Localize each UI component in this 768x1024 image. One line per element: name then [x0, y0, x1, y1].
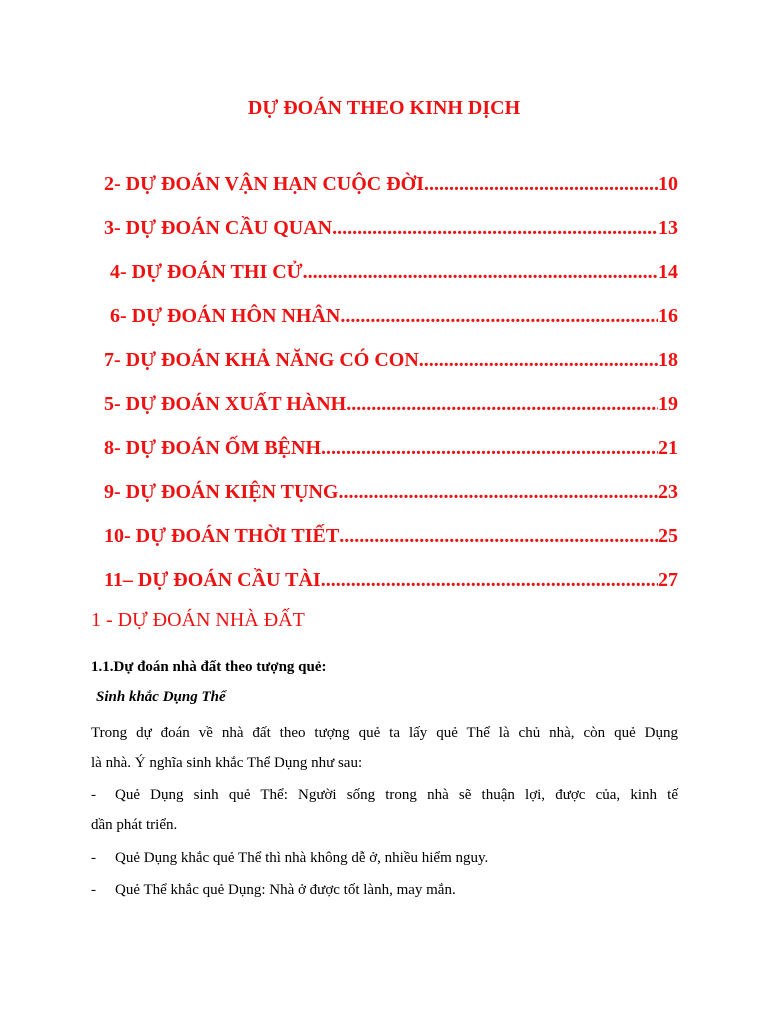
toc-entry-thi-cu[interactable]	[110, 258, 678, 286]
toc-entry-label: 5- DỰ ĐOÁN XUẤT HÀNH	[104, 393, 347, 415]
subsection-heading: 1.1.Dự đoán nhà đất theo tượng quẻ:	[91, 659, 327, 675]
toc-dot-leader	[424, 170, 658, 198]
toc-dot-leader	[332, 214, 658, 242]
toc-dot-leader	[340, 302, 658, 330]
document-title: DỰ ĐOÁN THEO KINH DỊCH	[247, 97, 521, 119]
toc-entry-page: 27	[658, 569, 678, 591]
toc-entry-hon-nhan[interactable]	[110, 302, 678, 330]
toc-entry-page: 14	[658, 261, 678, 283]
toc-entry-xuat-hanh[interactable]	[104, 390, 678, 418]
section-heading: 1 - DỰ ĐOÁN NHÀ ĐẤT	[91, 609, 305, 631]
toc-dot-leader	[338, 478, 658, 506]
toc-dot-leader	[321, 566, 658, 594]
toc-entry-thoi-tiet[interactable]	[104, 522, 678, 550]
toc-entry-cau-tai[interactable]	[104, 566, 678, 594]
toc-entry-om-benh[interactable]	[104, 434, 678, 462]
list-item	[91, 780, 678, 840]
toc-dot-leader	[346, 390, 658, 418]
bullet-mark: -	[91, 787, 96, 803]
bullet-mark: -	[91, 850, 96, 866]
list-item-text: Quẻ Dụng sinh quẻ Thể: Người sống trong nhà sẽ thuận lợi, được của, kinh tế	[115, 787, 678, 803]
intro-paragraph	[91, 718, 678, 778]
toc-entry-kien-tung[interactable]	[104, 478, 678, 506]
toc-entry-page: 19	[658, 393, 678, 415]
toc-entry-page: 10	[658, 173, 678, 195]
list-item-text: Quẻ Dụng khắc quẻ Thể thì nhà không dễ ở, nhiều hiểm nguy.	[115, 850, 489, 866]
toc-entry-page: 21	[658, 437, 678, 459]
toc-entry-label: 6- DỰ ĐOÁN HÔN NHÂN	[110, 305, 341, 327]
toc-dot-leader	[339, 522, 658, 550]
toc-entry-label: 9- DỰ ĐOÁN KIỆN TỤNG	[104, 481, 339, 503]
toc-entry-page: 23	[658, 481, 678, 503]
toc-entry-page: 25	[658, 525, 678, 547]
toc-entry-label: 3- DỰ ĐOÁN CẦU QUAN	[104, 217, 333, 239]
toc-entry-page: 13	[658, 217, 678, 239]
toc-entry-label: 2- DỰ ĐOÁN VẬN HẠN CUỘC ĐỜI	[104, 173, 424, 195]
toc-dot-leader	[303, 258, 658, 286]
list-item-text: Quẻ Thể khắc quẻ Dụng: Nhà ở được tốt lành, may mắn.	[115, 882, 456, 898]
intro-line: Trong dự đoán về nhà đất theo tượng quẻ ta lấy quẻ Thể là chủ nhà, còn quẻ Dụng	[91, 725, 678, 741]
toc-entry-co-con[interactable]	[104, 346, 678, 374]
list-item	[91, 875, 678, 905]
toc-entry-label: 7- DỰ ĐOÁN KHẢ NĂNG CÓ CON	[104, 349, 419, 371]
intro-line: là nhà. Ý nghĩa sinh khắc Thể Dụng như sau:	[91, 755, 363, 771]
toc-dot-leader	[419, 346, 658, 374]
toc-entry-page: 16	[658, 305, 678, 327]
toc-entry-van-han[interactable]	[104, 170, 678, 198]
toc-dot-leader	[321, 434, 658, 462]
list-item	[91, 843, 678, 873]
toc-entry-cau-quan[interactable]	[104, 214, 678, 242]
toc-entry-label: 11– DỰ ĐOÁN CẦU TÀI	[104, 569, 321, 591]
subsubsection-heading: Sinh khắc Dụng Thể	[96, 689, 226, 705]
list-item-text: dần phát triển.	[91, 817, 178, 833]
toc-entry-label: 10- DỰ ĐOÁN THỜI TIẾT	[104, 525, 340, 547]
toc-entry-page: 18	[658, 349, 678, 371]
bullet-mark: -	[91, 882, 96, 898]
toc-entry-label: 4- DỰ ĐOÁN THI CỬ	[110, 261, 303, 283]
toc-entry-label: 8- DỰ ĐOÁN ỐM BỆNH	[104, 437, 322, 459]
